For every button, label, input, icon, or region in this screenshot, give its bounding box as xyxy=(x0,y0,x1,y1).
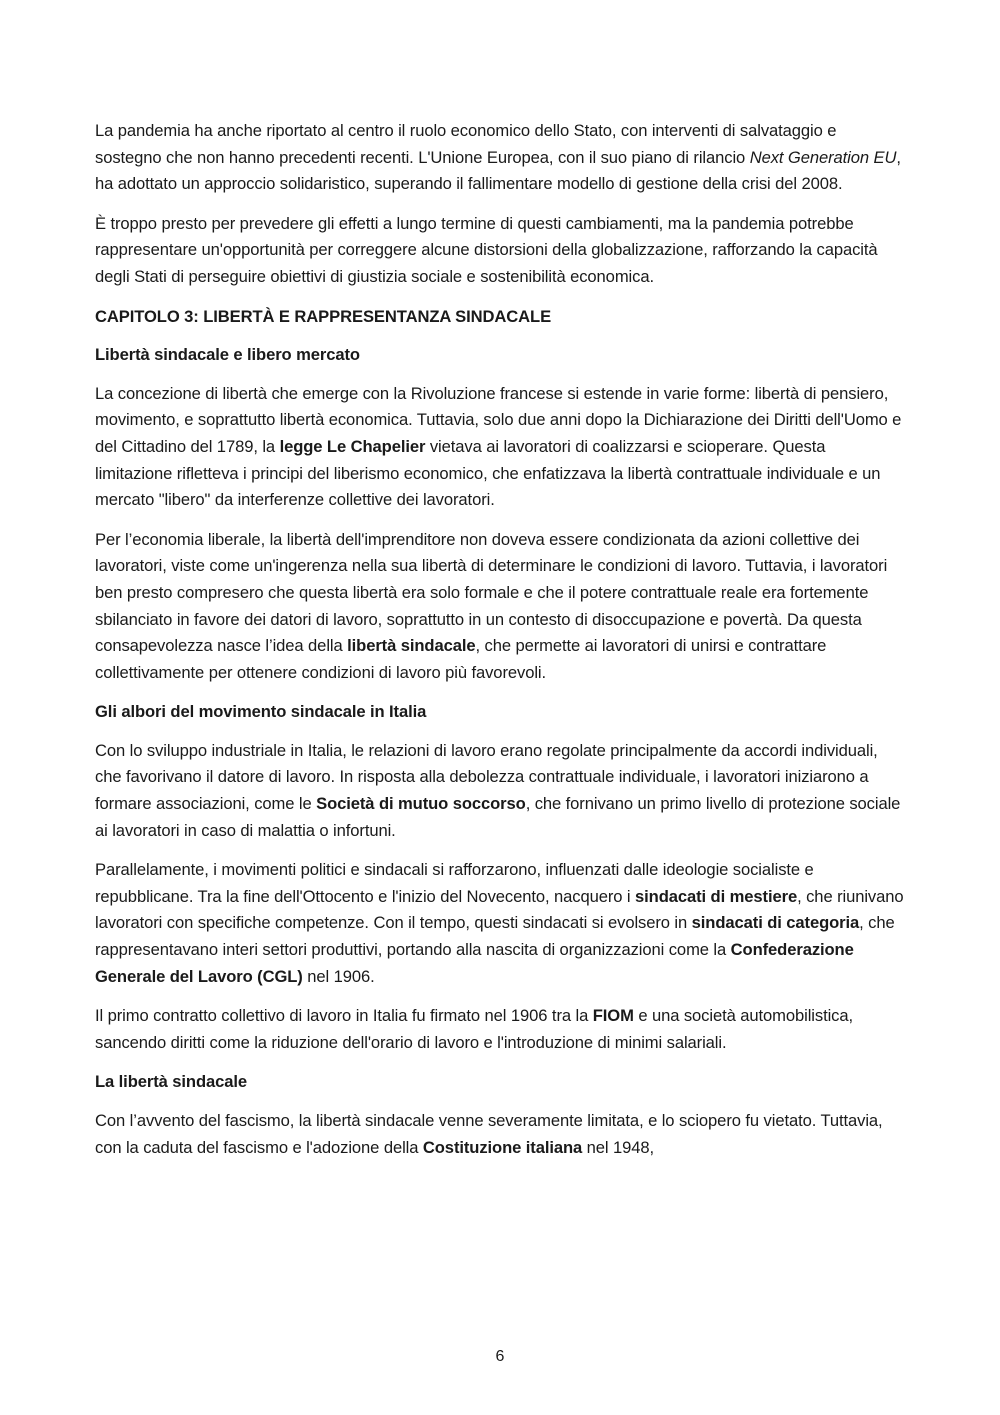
chapter-heading xyxy=(95,304,907,331)
text-run: È troppo presto per prevedere gli effetti a lungo termine di questi cambiamenti, ma la pandemia potrebbe rappresentare un'opportunità per correggere alcune distorsioni della globalizzazione, rafforzando la capacità degli Stati di perseguire obiettivi di giustizia sociale e sostenibilità economica. xyxy=(95,213,878,286)
text-run: , ha adottato un approccio solidaristico, superando il fallimentare modello di gestione della crisi del 2008. xyxy=(95,147,901,194)
bold-term: sindacati di categoria xyxy=(691,913,860,933)
italic-term: Next Generation EU xyxy=(749,147,897,167)
paragraph xyxy=(95,738,907,844)
bold-term: sindacati di mestiere xyxy=(635,886,798,906)
paragraph xyxy=(95,527,907,687)
text-run: La libertà sindacale xyxy=(95,1072,248,1092)
text-run: Con lo sviluppo industriale in Italia, le relazioni di lavoro erano regolate principalmente da accordi individuali, che favorivano il datore di lavoro. In risposta alla debolezza contrattuale individuale, i lavoratori iniziarono a formare associazioni, come le xyxy=(95,740,878,814)
paragraph xyxy=(95,211,907,291)
text-run: Gli albori del movimento sindacale in Italia xyxy=(95,702,427,722)
paragraph xyxy=(95,1003,907,1056)
text-run: CAPITOLO 3: LIBERTÀ E RAPPRESENTANZA SINDACALE xyxy=(95,306,552,326)
bold-term: Società di mutuo soccorso xyxy=(316,794,526,814)
paragraph xyxy=(95,857,907,990)
text-run: , che fornivano un primo livello di protezione sociale ai lavoratori in caso di malattia o infortuni. xyxy=(95,794,901,840)
section-heading xyxy=(95,1069,907,1096)
bold-term: FIOM xyxy=(592,1006,634,1026)
bold-term: Confederazione Generale del Lavoro (CGL) xyxy=(95,940,854,986)
text-run: nel 1948, xyxy=(582,1137,655,1157)
text-run: Parallelamente, i movimenti politici e sindacali si rafforzarono, influenzati dalle ideologie socialiste e repubblicane. Tra la fine dell'Ottocento e l'inizio del Novecento, nacquero i xyxy=(95,860,814,906)
text-run: Libertà sindacale e libero mercato xyxy=(95,345,360,365)
section-heading xyxy=(95,342,907,369)
bold-term: Costituzione italiana xyxy=(422,1137,583,1157)
page-number: 6 xyxy=(495,1348,505,1365)
text-run: vietava ai lavoratori di coalizzarsi e scioperare. Questa limitazione rifletteva i principi del liberismo economico, che enfatizzava la libertà contrattuale individuale e un mercato "libero" da interferenze collettive dei lavoratori. xyxy=(95,436,881,510)
text-run: Con l’avvento del fascismo, la libertà sindacale venne severamente limitata, e lo sciopero fu vietato. Tuttavia, con la caduta del fascismo e l'adozione della xyxy=(95,1111,883,1157)
text-run: e una società automobilistica, sancendo diritti come la riduzione dell'orario di lavoro e l'introduzione di minimi salariali. xyxy=(95,1006,854,1052)
text-run: Per l’economia liberale, la libertà dell'imprenditore non doveva essere condizionata da azioni collettive dei lavoratori, viste come un'ingerenza nella sua libertà di determinare le condizioni di lavoro. Tuttavia, i lavoratori ben presto compresero che questa libertà era solo formale e che il potere contrattuale reale era fortemente sbilanciato in favore dei datori di lavoro, soprattutto in un contesto di disoccupazione e povertà. Da questa consapevolezza nasce l’idea della xyxy=(95,529,888,656)
section-heading xyxy=(95,699,907,726)
text-run: La concezione di libertà che emerge con la Rivoluzione francese si estende in varie forme: libertà di pensiero, movimento, e soprattutto libertà economica. Tuttavia, solo due anni dopo la Dichiarazione dei Diritti dell'Uomo e del Cittadino del 1789, la xyxy=(95,383,902,456)
paragraph xyxy=(95,118,907,198)
text-run: La pandemia ha anche riportato al centro il ruolo economico dello Stato, con interventi di salvataggio e sostegno che non hanno precedenti recenti. L'Unione Europea, con il suo piano di rilancio xyxy=(95,121,837,167)
bold-term: legge Le Chapelier xyxy=(279,436,426,456)
paragraph xyxy=(95,1108,907,1161)
bold-term: libertà sindacale xyxy=(347,636,476,656)
text-run: , che riunivano lavoratori con specifiche competenze. Con il tempo, questi sindacati si evolsero in xyxy=(95,886,904,933)
page-body xyxy=(95,118,907,1174)
paragraph xyxy=(95,381,907,514)
text-run: , che rappresentavano interi settori produttivi, portando alla nascita di organizzazioni come la xyxy=(95,913,895,960)
text-run: nel 1906. xyxy=(302,966,375,986)
text-run: , che permette ai lavoratori di unirsi e contrattare collettivamente per ottenere condizioni di lavoro più favorevoli. xyxy=(95,636,827,682)
text-run: Il primo contratto collettivo di lavoro in Italia fu firmato nel 1906 tra la xyxy=(95,1006,593,1026)
